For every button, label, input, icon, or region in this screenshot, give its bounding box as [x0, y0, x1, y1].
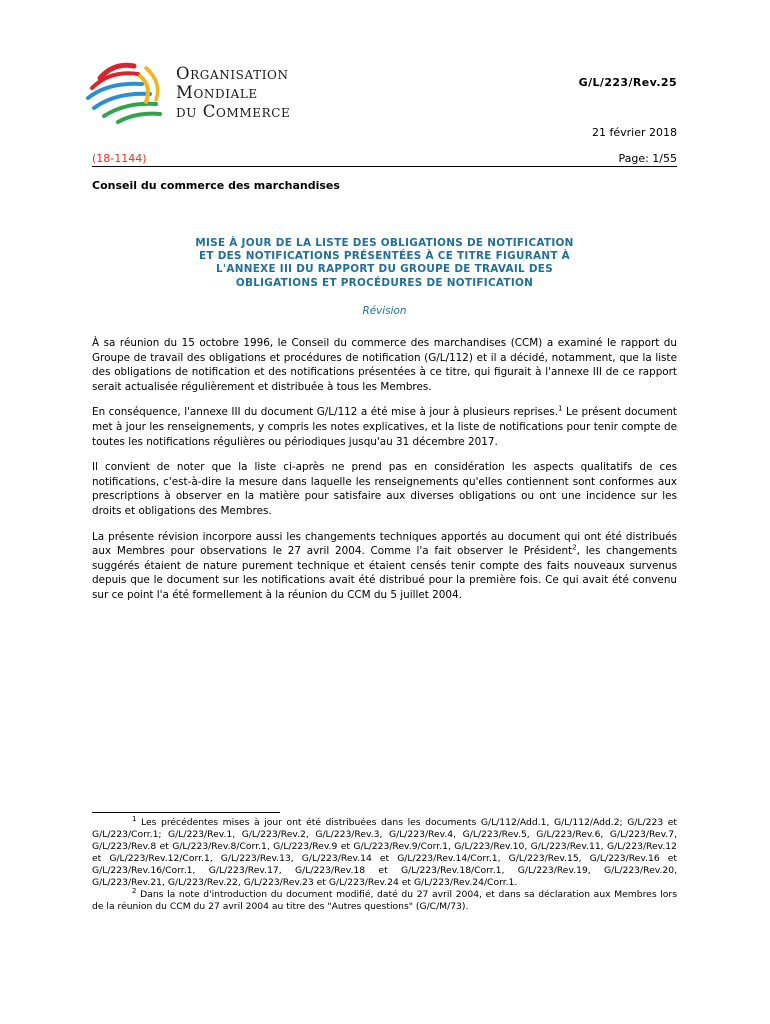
title-line-4: OBLIGATIONS ET PROCÉDURES DE NOTIFICATION — [235, 276, 534, 289]
footnote-2-text: Dans la note d'introduction du document modifié, daté du 27 avril 2004, et dans sa déclaration aux Membres lors de la réunion du CCM du 27 avril 2004 au titre des "Autres questions" (G/C/M/73). — [92, 889, 677, 912]
reference-row — [92, 152, 677, 167]
footnote-divider — [92, 812, 280, 813]
paragraph-2 — [92, 405, 677, 449]
paragraph-3: Il convient de noter que la liste ci-après ne prend pas en considération les aspects qualitatifs de ces notifications, c'est-à-dire la mesure dans laquelle les renseignements qu'elles contiennent sont conformes aux prescriptions à observer en la matière pour satisfaire aux diverses obligations ou ont une incidence sur les droits et obligations des Membres. — [92, 461, 677, 517]
footnotes — [92, 814, 677, 913]
org-line-2: Mondiale — [176, 83, 258, 102]
document-title — [92, 237, 677, 290]
revision-label: Révision — [362, 305, 407, 317]
wto-logo-icon — [84, 56, 168, 126]
paragraph-2-text-a: En conséquence, l'annexe III du document G/L/112 a été mise à jour à plusieurs reprises. — [92, 406, 559, 419]
org-line-1: Organisation — [176, 64, 289, 83]
page-number: Page: 1/55 — [618, 152, 677, 165]
footnote-1 — [92, 814, 677, 889]
document-body — [92, 336, 677, 614]
reference-number: (18-1144) — [92, 152, 147, 165]
document-symbol: G/L/223/Rev.25 — [578, 76, 677, 89]
title-line-3: L'ANNEXE III DU RAPPORT DU GROUPE DE TRAVAIL DES — [216, 263, 553, 276]
paragraph-4-text-a: La présente révision incorpore aussi les changements techniques apportés au document qui ont été distribués aux Membres pour observations le 27 avril 2004. Comme l'a fait observer le Président — [92, 530, 677, 558]
footnote-marker-2: 2 — [132, 886, 137, 895]
paragraph-4-text-b: , les changements suggérés étaient de nature purement technique et étaient censés tenir compte des faits nouveaux survenus depuis que le document sur les notifications avait été distribué pour la première fois. Ce qui avait été convenu sur ce point l'a été formellement à la réunion du CCM du 5 juillet 2004. — [92, 545, 677, 601]
paragraph-4 — [92, 530, 677, 603]
council-name: Conseil du commerce des marchandises — [92, 179, 340, 192]
title-line-1: MISE À JOUR DE LA LISTE DES OBLIGATIONS DE NOTIFICATION — [195, 237, 574, 249]
footnote-marker-1: 1 — [132, 814, 137, 823]
paragraph-2-text-b: Le présent document met à jour les renseignements, y compris les notes explicatives, et la liste de notifications pour tenir compte de toutes les notifications régulières ou périodiques jusqu'au 31 décembre 2017. — [92, 406, 677, 448]
organization-name — [176, 64, 290, 121]
footnote-2 — [92, 886, 677, 913]
document-date: 21 février 2018 — [591, 126, 677, 139]
paragraph-1: À sa réunion du 15 octobre 1996, le Conseil du commerce des marchandises (CCM) a examiné le rapport du Groupe de travail des obligations et procédures de notification (G/L/112) et il a décidé, notamment, que la liste des obligations de notification et des notifications présentées à ce titre, qui figurait à l'annexe III de ce rapport serait actualisée régulièrement et distribuée à tous les Membres. — [92, 337, 677, 393]
footnote-ref-1[interactable]: 1 — [558, 404, 563, 413]
org-line-3: du Commerce — [176, 102, 291, 121]
footnote-ref-2[interactable]: 2 — [572, 543, 577, 552]
footnote-1-text: Les précédentes mises à jour ont été distribuées dans les documents G/L/112/Add.1, G/L/112/Add.2; G/L/223 et G/L/223/Corr.1; G/L/223/Rev.1, G/L/223/Rev.2, G/L/223/Rev.3, G/L/223/Rev.4, G/L/223/Rev.5, G/L/223/Rev.6, G/L/223/Rev.7, G/L/223/Rev.8 et G/L/223/Rev.8/Corr.1, G/L/223/Rev.9 et G/L/223/Rev.9/Corr.1, G/L/223/Rev.10, G/L/223/Rev.11, G/L/223/Rev.12 et G/L/223/Rev.12/Corr.1, G/L/223/Rev.13, G/L/223/Rev.14 et G/L/223/Rev.14/Corr.1, G/L/223/Rev.15, G/L/223/Rev.16 et G/L/223/Rev.16/Corr.1, G/L/223/Rev.17, G/L/223/Rev.18 et G/L/223/Rev.18/Corr.1, G/L/223/Rev.19, G/L/223/Rev.20, G/L/223/Rev.21, G/L/223/Rev.22, G/L/223/Rev.23 et G/L/223/Rev.24 et G/L/223/Rev.24/Corr.1. — [92, 817, 677, 888]
title-line-2: ET DES NOTIFICATIONS PRÉSENTÉES À CE TITRE FIGURANT À — [199, 250, 570, 263]
